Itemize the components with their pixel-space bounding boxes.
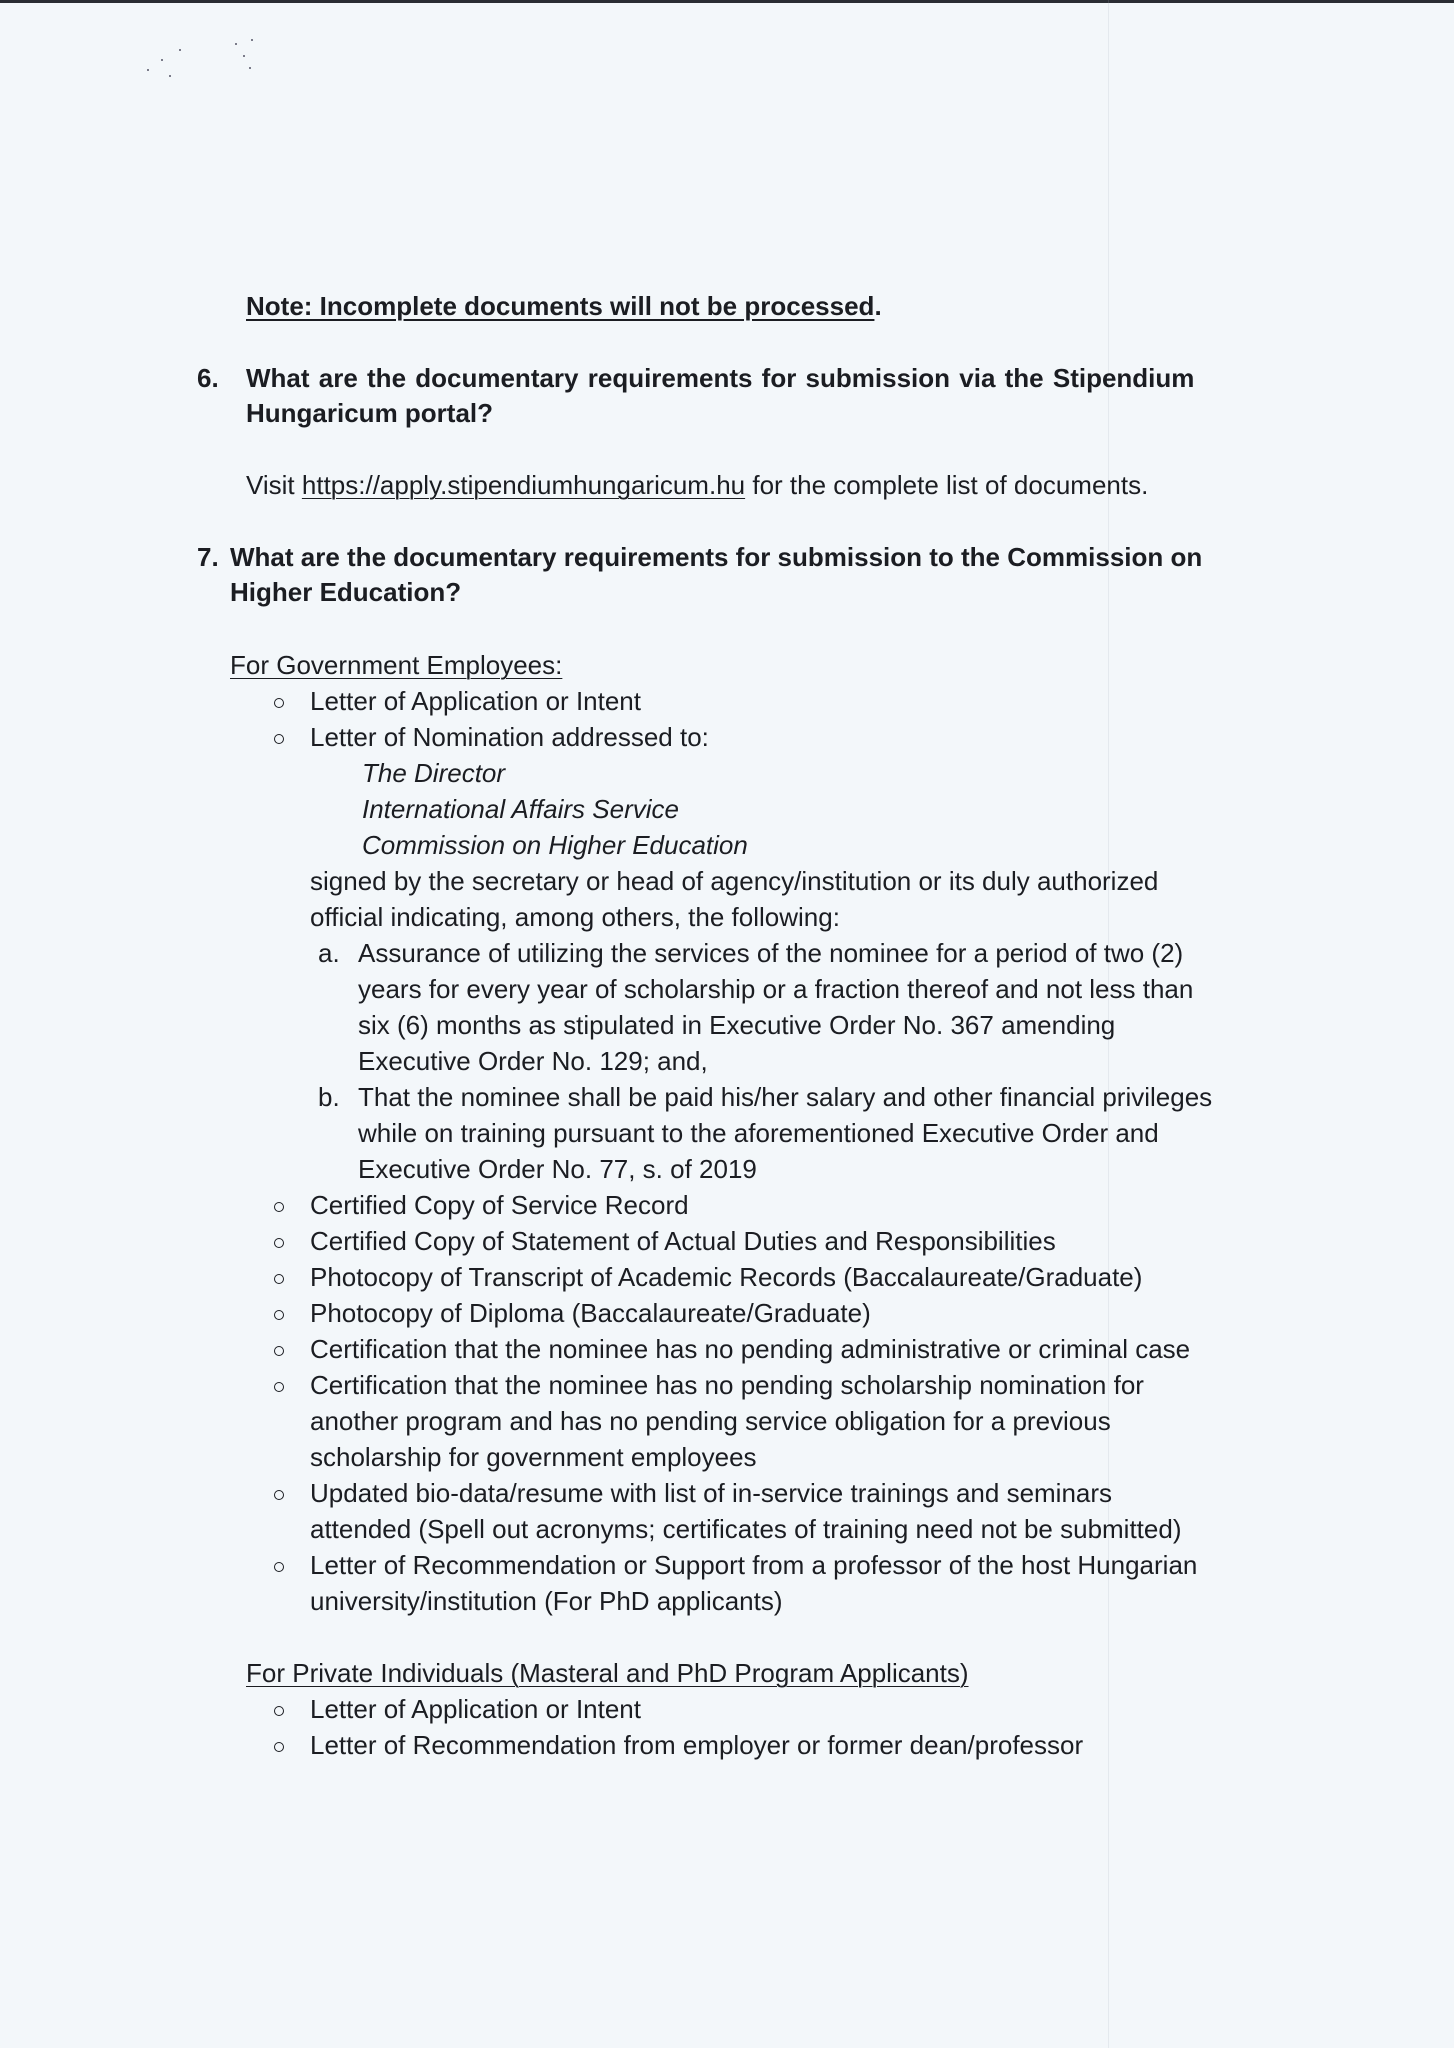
gov-item-continued: scholarship for government employees [310, 1442, 757, 1472]
gov-item: Certification that the nominee has no pending administrative or criminal case [310, 1334, 1191, 1364]
bullet-icon [274, 1562, 284, 1572]
bullet-icon [274, 1310, 284, 1320]
q7-number: 7. [197, 542, 219, 572]
gov-item: Certified Copy of Statement of Actual Duties and Responsibilities [310, 1226, 1056, 1256]
sub-item-a-label: a. [318, 938, 340, 968]
bullet-icon [274, 1706, 284, 1716]
q6-visit-line: Visit https://apply.stipendiumhungaricum.hu for the complete list of documents. [246, 470, 1149, 500]
note: Note: Incomplete documents will not be processed. [246, 291, 882, 321]
addressee-line: International Affairs Service [362, 794, 679, 824]
private-heading: For Private Individuals (Masteral and PhD Program Applicants) [246, 1658, 969, 1688]
sub-item-a-line: six (6) months as stipulated in Executive Order No. 367 amending [358, 1010, 1116, 1040]
bullet-icon [274, 1238, 284, 1248]
q6-heading-line2: Hungaricum portal? [246, 398, 494, 428]
bullet-icon [274, 1346, 284, 1356]
sub-item-a-line: years for every year of scholarship or a fraction thereof and not less than [358, 974, 1194, 1004]
gov-item: Photocopy of Diploma (Baccalaureate/Graduate) [310, 1298, 871, 1328]
q6-heading-line1: What are the documentary requirements for submission via the Stipendium [246, 363, 1195, 393]
bullet-icon [274, 1742, 284, 1752]
bullet-icon [274, 698, 284, 708]
gov-item-continued: attended (Spell out acronyms; certificates of training need not be submitted) [310, 1514, 1182, 1544]
private-item: Letter of Recommendation from employer or former dean/professor [310, 1730, 1084, 1760]
gov-heading: For Government Employees: [230, 650, 563, 680]
gov-item-continued: another program and has no pending service obligation for a previous [310, 1406, 1111, 1436]
stipendium-link[interactable]: https://apply.stipendiumhungaricum.hu [301, 470, 746, 500]
gov-item-application: Letter of Application or Intent [310, 686, 641, 716]
gov-item: Certified Copy of Service Record [310, 1190, 689, 1220]
bullet-icon [274, 1274, 284, 1284]
addressee-line: The Director [362, 758, 506, 788]
q6-number: 6. [197, 363, 219, 393]
signed-line: signed by the secretary or head of agency/institution or its duly authorized [310, 866, 1159, 896]
signed-line: official indicating, among others, the following: [310, 902, 840, 932]
gov-item: Certification that the nominee has no pending scholarship nomination for [310, 1370, 1144, 1400]
sub-item-b-line: while on training pursuant to the aforementioned Executive Order and [358, 1118, 1159, 1148]
scan-top-edge [0, 0, 1454, 3]
bullet-icon [274, 1202, 284, 1212]
gov-item: Letter of Recommendation or Support from a professor of the host Hungarian [310, 1550, 1198, 1580]
bullet-icon [274, 1490, 284, 1500]
scan-speckle [140, 38, 290, 83]
gov-item: Updated bio-data/resume with list of in-service trainings and seminars [310, 1478, 1113, 1508]
q7-heading-line1: What are the documentary requirements for submission to the Commission on [230, 542, 1203, 572]
sub-item-a-line: Assurance of utilizing the services of the nominee for a period of two (2) [358, 938, 1184, 968]
sub-item-a-line: Executive Order No. 129; and, [358, 1046, 708, 1076]
sub-item-b-line: Executive Order No. 77, s. of 2019 [358, 1154, 757, 1184]
bullet-icon [274, 734, 284, 744]
q7-heading-line2: Higher Education? [230, 577, 462, 607]
private-item: Letter of Application or Intent [310, 1694, 641, 1724]
addressee-line: Commission on Higher Education [362, 830, 748, 860]
sub-item-b-line: That the nominee shall be paid his/her salary and other financial privileges [358, 1082, 1213, 1112]
gov-item: Photocopy of Transcript of Academic Records (Baccalaureate/Graduate) [310, 1262, 1143, 1292]
gov-item-nomination: Letter of Nomination addressed to: [310, 722, 709, 752]
gov-item-continued: university/institution (For PhD applicants) [310, 1586, 783, 1616]
sub-item-b-label: b. [318, 1082, 340, 1112]
bullet-icon [274, 1382, 284, 1392]
